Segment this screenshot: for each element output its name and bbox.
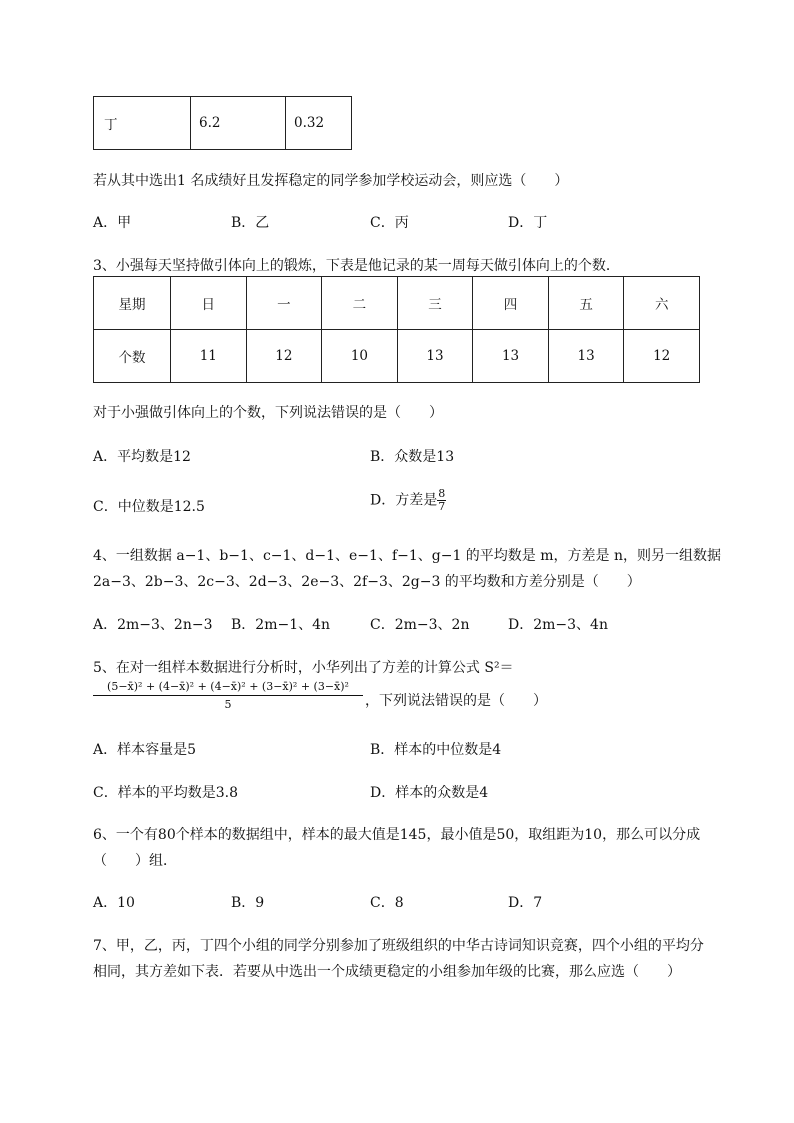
fraction xyxy=(437,488,446,513)
q2-stem: 若从其中选出1 名成绩好且发挥稳定的同学参加学校运动会，则应选（ ） xyxy=(93,173,569,189)
q3-question: 对于小强做引体向上的个数，下列说法错误的是（ ） xyxy=(93,405,443,421)
q4-option-a: A．2m−3、2n−3 xyxy=(93,617,213,633)
table-header-cell: 日 xyxy=(171,277,247,330)
table-row xyxy=(94,97,352,150)
formula-numerator: (5−x̄)² + (4−x̄)² + (4−x̄)² + (3−x̄)² + (3−x̄)² xyxy=(93,680,363,696)
pullup-table xyxy=(93,276,700,383)
table-cell: 10 xyxy=(322,330,398,383)
q6-option-a: A．10 xyxy=(93,895,135,911)
q6-option-b: B．9 xyxy=(231,895,265,911)
table-header-row xyxy=(94,277,700,330)
q5-option-d: D．样本的众数是4 xyxy=(370,785,489,801)
table-header-cell: 五 xyxy=(548,277,624,330)
q3-option-d xyxy=(370,488,446,513)
table-cell: 0.32 xyxy=(286,97,352,150)
q2-option-b: B．乙 xyxy=(231,215,270,231)
table-header-cell: 星期 xyxy=(94,277,171,330)
table-header-cell: 一 xyxy=(246,277,322,330)
q3-option-b: B．众数是13 xyxy=(370,449,455,465)
q5-tail: ，下列说法错误的是（ ） xyxy=(365,693,547,709)
q4-option-c: C．2m−3、2n xyxy=(370,617,470,633)
table-cell: 13 xyxy=(548,330,624,383)
table-cell: 12 xyxy=(246,330,322,383)
q6-option-c: C．8 xyxy=(370,895,404,911)
table-header-cell: 六 xyxy=(624,277,700,330)
q2-option-a: A．甲 xyxy=(93,215,132,231)
table-header-cell: 四 xyxy=(473,277,549,330)
table-cell: 13 xyxy=(473,330,549,383)
table-cell: 11 xyxy=(171,330,247,383)
q5-stem: 5、在对一组样本数据进行分析时，小华列出了方差的计算公式 S²＝ xyxy=(93,660,514,676)
table-cell: 12 xyxy=(624,330,700,383)
q2-option-d: D．丁 xyxy=(508,215,548,231)
q3-stem: 3、小强每天坚持做引体向上的锻炼，下表是他记录的某一周每天做引体向上的个数． xyxy=(93,258,620,274)
q5-option-c: C．样本的平均数是3.8 xyxy=(93,785,238,801)
q3-option-d-label: D．方差是 xyxy=(370,492,438,509)
q5-option-b: B．样本的中位数是4 xyxy=(370,742,502,758)
fraction-numerator: 8 xyxy=(438,487,446,500)
q4-line1: 4、一组数据 a−1、b−1、c−1、d−1、e−1、f−1、g−1 的平均数是 m，方差是 n，则另一组数据 xyxy=(93,548,722,564)
q7-line2: 相同，其方差如下表．若要从中选出一个成绩更稳定的小组参加年级的比赛，那么应选（ ） xyxy=(93,964,681,980)
q3-option-c: C．中位数是12.5 xyxy=(93,499,205,515)
table-header-cell: 二 xyxy=(322,277,398,330)
table-cell: 个数 xyxy=(94,330,171,383)
variance-table-top xyxy=(93,96,352,150)
table-header-cell: 三 xyxy=(397,277,473,330)
q2-option-c: C．丙 xyxy=(370,215,409,231)
q6-line1: 6、一个有80个样本的数据组中，样本的最大值是145，最小值是50，取组距为10，那么可以分成 xyxy=(93,827,701,843)
fraction-denominator: 7 xyxy=(438,500,446,513)
q7-line1: 7、甲，乙，丙，丁四个小组的同学分别参加了班级组织的中华古诗词知识竞赛，四个小组的平均分 xyxy=(93,938,704,954)
q6-line2: （ ）组． xyxy=(93,853,177,869)
q3-option-a: A．平均数是12 xyxy=(93,449,191,465)
variance-formula xyxy=(93,680,363,712)
table-cell: 丁 xyxy=(94,97,191,150)
table-row xyxy=(94,330,700,383)
q6-option-d: D．7 xyxy=(508,895,543,911)
q4-option-d: D．2m−3、4n xyxy=(508,617,608,633)
table-cell: 13 xyxy=(397,330,473,383)
q5-option-a: A．样本容量是5 xyxy=(93,742,197,758)
table-cell: 6.2 xyxy=(191,97,286,150)
q4-line2: 2a−3、2b−3、2c−3、2d−3、2e−3、2f−3、2g−3 的平均数和方差分别是（ ） xyxy=(93,574,641,590)
q4-option-b: B．2m−1、4n xyxy=(231,617,331,633)
formula-denominator: 5 xyxy=(224,698,232,711)
